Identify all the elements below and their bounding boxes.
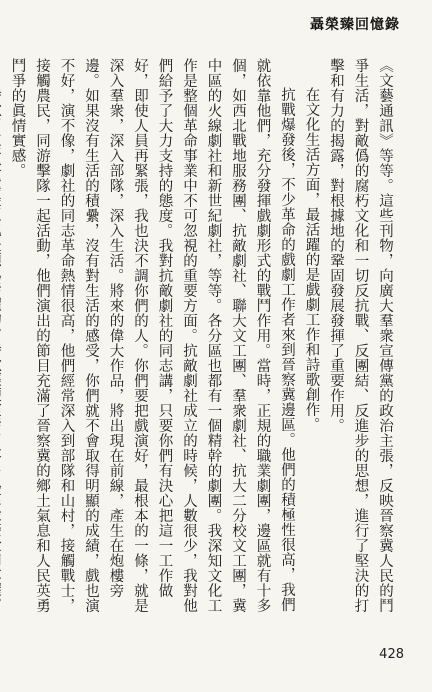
paragraph: [0, 58, 5, 618]
page-number: 428: [379, 647, 404, 662]
page-body: [9, 58, 397, 618]
paragraph: 抗戰爆發後，不少革命的戲劇工作者來到晉察冀邊區。他們的積極性很高，我們就依靠他們，充分發揮戲劇形式的戰鬥作用。當時，正規的職業劇團，邊區就有十多個，如西北戰地服務團、抗敵劇社、聯大文工團、羣衆劇社、抗大二分校文工團，冀中區的火線劇社和新世紀劇社，等等。各分區也都有一個精幹的劇團。我深知文化工作是整個革命事業中不可忽視的重要方面。抗敵劇社成立的時候，人數很少，我對他們給予了大力支持的態度。我對抗敵劇社的同志講，只要你們有決心把這一工作做好，即使人員再緊張，我也決不調你們的人。你們要把戲演好，最根本的一條，就是深入羣衆，深入部隊，深入生活。將來的偉大作品，將出現在前線，產生在炮樓旁邊。如果沒有生活的積纍，沒有對生活的感受，你們就不會取得明顯的成績，戲也演不好，演不像，劇社的同志革命熱情很高，他們經常深入到部隊和山村，接觸戰士，接觸農民，同游擊隊一起活動，他們演出的節目充滿了晉察冀的鄉土氣息和人民英勇鬥爭的眞情實感。: [9, 58, 295, 613]
paragraph: 《文藝通訊》等等。這些刊物，向廣大羣衆宣傳黨的政治主張，反映晉察冀人民的鬥爭生活，對敵僞的腐朽文化和一切反抗戰、反團結、反進步的思想，進行了堅決的打擊和有力的揭露，對根據地的鞏固發展發揮了重要作用。: [328, 58, 393, 613]
running-header: 聶榮臻回憶錄: [310, 17, 400, 33]
paragraph: 在文化生活方面，最活躍的是戲劇工作和詩歌創作。: [303, 87, 320, 432]
